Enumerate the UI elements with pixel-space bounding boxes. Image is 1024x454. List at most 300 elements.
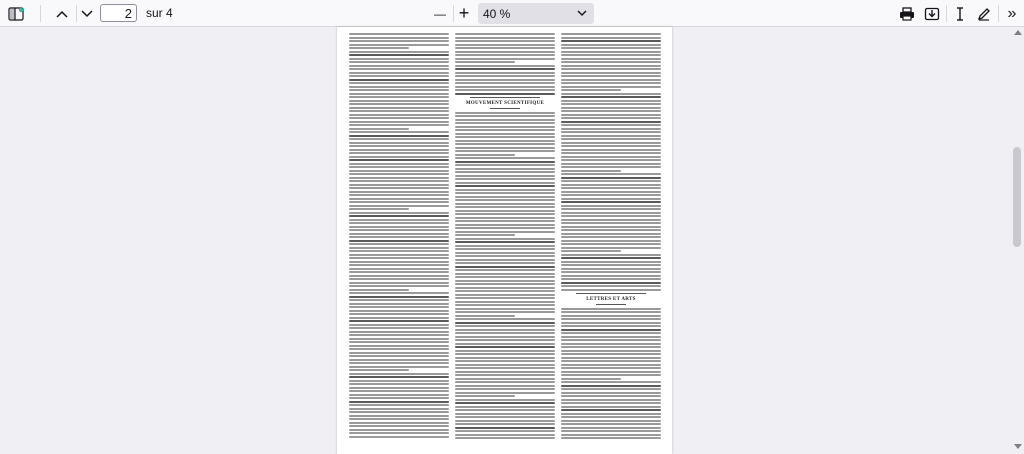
text-line [561, 430, 661, 432]
text-line [349, 292, 449, 294]
document-viewer[interactable] [0, 27, 1024, 454]
tools-menu-button[interactable] [1000, 3, 1024, 24]
text-line [349, 44, 449, 46]
text-line [455, 115, 555, 117]
text-line [455, 259, 555, 261]
text-line [561, 128, 661, 130]
text-line [561, 413, 661, 415]
text-line [455, 75, 555, 77]
text-line [455, 54, 555, 56]
text-line [349, 310, 449, 312]
text-line [561, 254, 661, 256]
text-line [561, 353, 661, 355]
text-line [455, 350, 555, 352]
text-line [561, 194, 661, 196]
text-line [561, 173, 661, 175]
text-line [349, 254, 449, 256]
text-line [455, 47, 555, 49]
text-line [349, 355, 449, 357]
text-line [561, 318, 661, 320]
column-right [561, 33, 661, 441]
text-line [455, 269, 555, 271]
text-line [349, 131, 449, 133]
text-line [349, 369, 409, 371]
scroll-down-arrow-icon[interactable] [1014, 444, 1022, 449]
text-line [349, 348, 449, 350]
text-line [561, 110, 661, 112]
text-line [455, 255, 555, 257]
text-line [561, 339, 661, 341]
text-line [561, 271, 661, 273]
text-line [455, 318, 555, 320]
text-line [455, 112, 555, 114]
text-line [455, 171, 555, 173]
text-line [349, 201, 449, 203]
text-line [455, 437, 555, 439]
toolbar-separator [998, 5, 999, 22]
text-line [349, 72, 449, 74]
text-line [455, 168, 555, 170]
text-line [455, 290, 555, 292]
text-line [561, 149, 661, 151]
text-line [349, 376, 449, 378]
text-line [349, 194, 449, 196]
text-line [349, 198, 449, 200]
text-line [455, 332, 555, 334]
text-line [349, 103, 449, 105]
text-line [455, 58, 555, 60]
text-line [349, 345, 449, 347]
text-line [455, 129, 555, 131]
text-line [561, 371, 661, 373]
text-line [561, 180, 661, 182]
text-line [561, 325, 661, 327]
previous-page-button[interactable] [50, 3, 74, 24]
text-line [455, 231, 555, 233]
text-line [349, 128, 409, 130]
text-line [561, 47, 661, 49]
text-line [455, 378, 555, 380]
text-line [561, 79, 661, 81]
text-line [455, 51, 555, 53]
text-line [561, 268, 661, 270]
column-middle [455, 33, 555, 441]
printer-icon [899, 7, 915, 21]
text-line [561, 388, 661, 390]
text-line [349, 82, 449, 84]
text-line [349, 100, 449, 102]
text-line [349, 366, 449, 368]
text-line [349, 261, 449, 263]
text-line [561, 222, 661, 224]
sidebar-toggle-button[interactable] [4, 3, 28, 24]
zoom-in-button[interactable] [452, 3, 476, 24]
text-line [349, 187, 449, 189]
text-line [561, 381, 661, 383]
text-line [349, 229, 449, 231]
text-line [455, 402, 555, 404]
text-line [349, 68, 449, 70]
text-line [349, 93, 449, 95]
text-line [349, 110, 449, 112]
text-line [455, 82, 555, 84]
text-line [455, 79, 555, 81]
text-line [455, 196, 555, 198]
sidebar-icon [8, 7, 24, 21]
text-line [455, 427, 555, 429]
text-line [455, 33, 555, 35]
text-line [349, 390, 449, 392]
text-line [349, 282, 449, 284]
column-left [349, 33, 449, 439]
text-line [561, 350, 661, 352]
text-line [349, 54, 449, 56]
text-line [561, 343, 661, 345]
toolbar-separator [40, 5, 41, 22]
section-rule [576, 293, 646, 294]
text-line [349, 159, 449, 161]
text-line [561, 378, 621, 380]
text-line [561, 61, 661, 63]
text-line [455, 126, 555, 128]
text-line [455, 311, 555, 313]
text-line [561, 385, 661, 387]
text-line [561, 103, 661, 105]
text-line [455, 297, 555, 299]
text-line [455, 315, 515, 317]
text-line [349, 86, 449, 88]
text-line [561, 72, 661, 74]
text-line [561, 135, 661, 137]
text-line [349, 362, 449, 364]
draw-tool-button[interactable] [972, 3, 996, 24]
text-line [561, 114, 661, 116]
text-line [561, 170, 621, 172]
text-line [349, 317, 449, 319]
text-line [349, 135, 449, 137]
section-heading-lettres-et-arts: LETTRES ET ARTS [586, 296, 636, 302]
text-line [455, 406, 555, 408]
text-line [349, 306, 449, 308]
page-number-input[interactable] [100, 4, 137, 22]
text-line [455, 65, 555, 67]
text-line [349, 429, 449, 431]
text-line [561, 437, 661, 439]
zoom-value: 40 % [483, 6, 511, 21]
minus-icon: — [434, 6, 446, 21]
text-line [455, 133, 555, 135]
text-line [561, 322, 661, 324]
text-line [349, 215, 449, 217]
text-line [561, 198, 661, 200]
text-line [349, 275, 449, 277]
text-line [349, 243, 449, 245]
text-line [455, 343, 555, 345]
next-page-button[interactable] [75, 3, 99, 24]
chevron-down-icon [576, 7, 588, 19]
text-line [561, 131, 661, 133]
text-line [561, 329, 661, 331]
text-line [349, 436, 449, 438]
text-line [349, 422, 449, 424]
text-line [561, 282, 661, 284]
text-line [455, 371, 555, 373]
text-line [455, 213, 555, 215]
text-line [455, 336, 555, 338]
text-line [349, 191, 449, 193]
text-line [349, 264, 449, 266]
page-total-label: sur 4 [146, 6, 173, 20]
text-line [455, 150, 555, 152]
text-line [561, 357, 661, 359]
text-line [455, 357, 555, 359]
text-line [349, 40, 449, 42]
text-line [455, 388, 555, 390]
text-line [349, 324, 449, 326]
text-line [561, 51, 661, 53]
vertical-scrollbar[interactable] [1010, 27, 1024, 454]
text-line [455, 72, 555, 74]
text-line [455, 322, 555, 324]
text-tool-button[interactable] [948, 3, 972, 24]
text-line [455, 161, 555, 163]
text-line [349, 222, 449, 224]
text-line [561, 142, 661, 144]
text-line [349, 250, 449, 252]
text-line [561, 289, 661, 291]
text-line [455, 430, 555, 432]
text-line [455, 385, 555, 387]
text-line [455, 329, 555, 331]
text-line [349, 75, 449, 77]
text-line [349, 394, 449, 396]
text-line [349, 299, 449, 301]
text-line [349, 240, 449, 242]
text-line [455, 122, 555, 124]
text-line [349, 380, 449, 382]
text-line [349, 303, 449, 305]
text-line [349, 271, 449, 273]
text-line [349, 387, 449, 389]
text-line [561, 212, 661, 214]
text-line [349, 289, 409, 291]
text-line [561, 89, 621, 91]
text-line [455, 434, 555, 436]
text-line [349, 425, 449, 427]
text-line [349, 166, 449, 168]
text-line [561, 37, 661, 39]
text-line [561, 187, 661, 189]
text-line [455, 37, 555, 39]
text-line [561, 68, 661, 70]
text-line [455, 89, 555, 91]
text-line [561, 177, 661, 179]
text-line [455, 189, 555, 191]
text-line [455, 206, 555, 208]
text-line [455, 119, 555, 121]
text-line [455, 61, 515, 63]
text-line [455, 40, 555, 42]
text-line [455, 399, 555, 401]
text-line [455, 182, 555, 184]
text-line [455, 280, 555, 282]
text-line [349, 51, 449, 53]
text-line [349, 408, 449, 410]
text-line [349, 145, 449, 147]
text-line [455, 339, 555, 341]
text-line [561, 82, 661, 84]
text-line [349, 401, 449, 403]
text-line [561, 315, 661, 317]
text-line [561, 285, 661, 287]
text-line [455, 210, 555, 212]
text-line [455, 283, 555, 285]
text-line [561, 236, 661, 238]
text-line [561, 58, 661, 60]
text-line [561, 191, 661, 193]
text-line [349, 334, 449, 336]
text-line [455, 217, 555, 219]
text-line [561, 409, 661, 411]
chevron-up-icon [55, 9, 69, 19]
text-line [561, 233, 661, 235]
text-line [349, 327, 449, 329]
text-line [561, 229, 661, 231]
text-line [561, 392, 661, 394]
text-line [561, 336, 661, 338]
text-line [561, 156, 661, 158]
text-line [561, 367, 661, 369]
text-line [561, 240, 661, 242]
text-line [455, 44, 555, 46]
text-line [455, 276, 555, 278]
text-line [561, 33, 661, 35]
save-button[interactable] [920, 3, 944, 24]
text-line [561, 201, 661, 203]
text-line [455, 364, 555, 366]
text-line [455, 192, 555, 194]
text-line [455, 224, 555, 226]
text-line [349, 142, 449, 144]
text-line [455, 227, 555, 229]
text-line [561, 250, 621, 252]
text-line [455, 178, 555, 180]
text-line [349, 418, 449, 420]
section-rule [490, 108, 520, 109]
text-line [349, 163, 449, 165]
text-line [349, 236, 449, 238]
text-line [349, 404, 449, 406]
scroll-up-arrow-icon[interactable] [1014, 30, 1022, 35]
text-line [561, 226, 661, 228]
text-line [455, 136, 555, 138]
text-line [561, 54, 661, 56]
text-line [455, 360, 555, 362]
section-heading-mouvement-scientifique: MOUVEMENT SCIENTIFIQUE [465, 100, 545, 106]
text-line [455, 93, 555, 95]
text-line [349, 285, 449, 287]
scrollbar-thumb[interactable] [1013, 147, 1021, 247]
text-line [349, 208, 409, 210]
text-line [561, 247, 661, 249]
text-line [349, 149, 449, 151]
text-line [561, 215, 661, 217]
text-line [455, 301, 555, 303]
text-line [561, 117, 661, 119]
text-line [561, 308, 661, 310]
text-line [349, 296, 449, 298]
text-line [349, 173, 449, 175]
text-line [349, 373, 449, 375]
text-line [561, 395, 661, 397]
text-line [349, 152, 449, 154]
text-line [349, 65, 449, 67]
text-line [349, 205, 449, 207]
text-line [349, 268, 449, 270]
text-line [455, 234, 515, 236]
text-line [561, 121, 661, 123]
text-line [561, 145, 661, 147]
text-line [455, 154, 515, 156]
text-line [455, 262, 555, 264]
text-line [455, 140, 555, 142]
text-line [561, 346, 661, 348]
text-line [349, 313, 449, 315]
text-line [455, 381, 555, 383]
text-line [561, 364, 661, 366]
text-line [561, 44, 661, 46]
text-line [561, 100, 661, 102]
text-line [455, 308, 555, 310]
text-line [349, 359, 449, 361]
text-line [455, 147, 555, 149]
print-button[interactable] [895, 3, 919, 24]
text-cursor-icon [954, 7, 966, 21]
text-line [349, 331, 449, 333]
text-line [455, 175, 555, 177]
text-line [561, 159, 661, 161]
text-line [349, 212, 449, 214]
text-line [561, 152, 661, 154]
pencil-icon [977, 7, 991, 21]
text-line [455, 413, 555, 415]
text-line [455, 392, 555, 394]
text-line [455, 304, 555, 306]
text-line [561, 261, 661, 263]
text-line [561, 360, 661, 362]
text-line [455, 294, 555, 296]
text-line [349, 107, 449, 109]
text-line [349, 177, 449, 179]
text-line [561, 75, 661, 77]
text-line [455, 287, 555, 289]
zoom-out-button[interactable] [428, 3, 452, 24]
text-line [561, 311, 661, 313]
text-line [561, 208, 661, 210]
text-line [455, 416, 555, 418]
text-line [561, 93, 661, 95]
plus-icon: + [458, 3, 470, 23]
text-line [455, 241, 555, 243]
text-line [561, 107, 661, 109]
zoom-select[interactable] [478, 3, 594, 24]
text-line [455, 143, 555, 145]
text-line [349, 415, 449, 417]
text-line [349, 117, 449, 119]
text-line [561, 86, 661, 88]
text-line [455, 86, 555, 88]
text-line [561, 434, 661, 436]
